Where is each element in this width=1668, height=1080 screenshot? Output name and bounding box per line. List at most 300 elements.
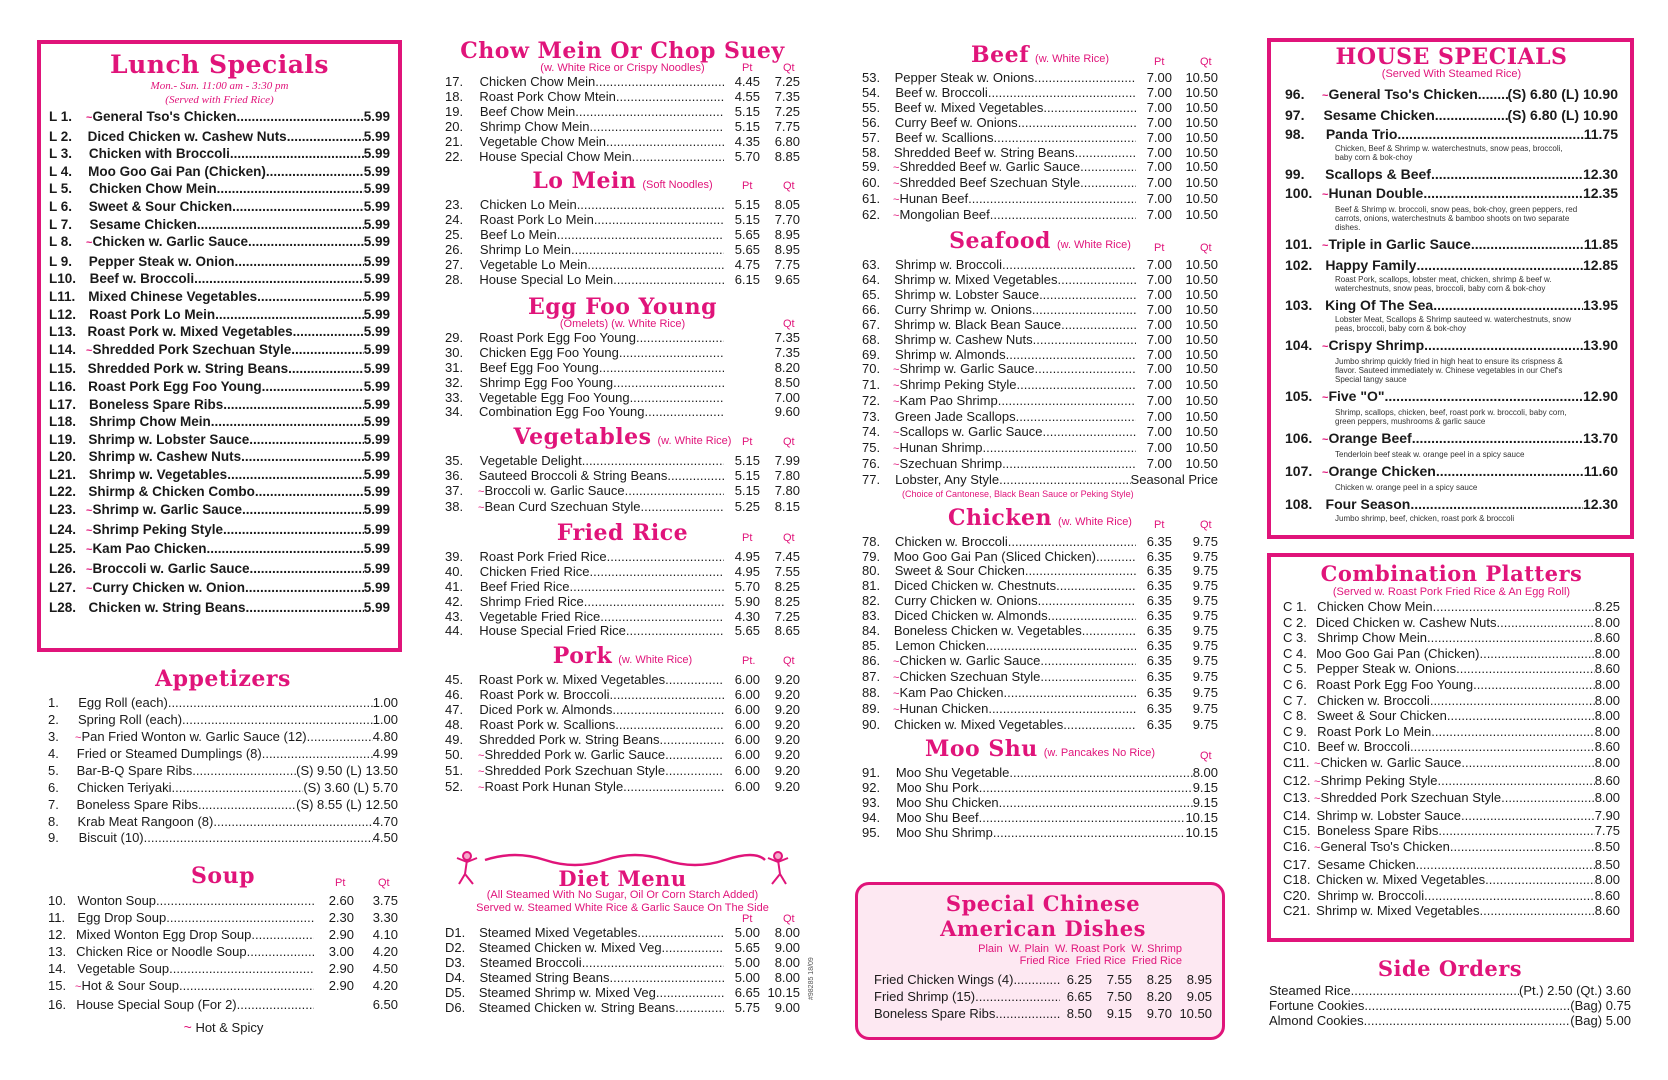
item-number: 8. — [48, 813, 59, 829]
item-number: 55. — [862, 99, 881, 115]
menu-item — [862, 273, 1218, 288]
leader-dots — [1038, 594, 1136, 609]
item-name: Diced Chicken w. Almonds — [894, 608, 1048, 624]
item-price-quart: 10.50 — [1185, 70, 1218, 85]
item-name: Shredded Pork w. Garlic Sauce — [484, 746, 666, 762]
item-name: Shrimp w. Cashew Nuts — [894, 331, 1033, 347]
item-name: Beef w. Broccoli — [89, 271, 195, 287]
item-price: 7.90 — [1594, 807, 1620, 823]
item-price-quart: 8.50 — [774, 374, 800, 390]
item-price-pint: 7.00 — [1146, 316, 1172, 332]
item-name: Shrimp w. Broccoli — [1317, 887, 1425, 903]
item-number: C 4. — [1283, 645, 1307, 661]
leader-dots — [1430, 693, 1595, 709]
item-price: 12.35 — [1582, 185, 1618, 201]
item-name: Hunan Chicken — [899, 700, 989, 716]
menu-item — [445, 610, 800, 625]
hot-spicy-icon: ~ — [893, 458, 900, 471]
item-number: D1. — [445, 925, 466, 940]
leader-dots — [246, 599, 364, 617]
menu-item — [862, 811, 1218, 826]
item-number: 72. — [862, 393, 881, 409]
item-price: 5.99 — [363, 234, 390, 250]
chicken-title: Chicken — [948, 504, 1053, 531]
menu-item — [48, 926, 398, 943]
item-name: King Of The Sea — [1325, 297, 1434, 313]
lomein-note: (Soft Noodles) — [642, 179, 713, 192]
item-number: 28. — [445, 271, 464, 287]
leader-dots — [1471, 235, 1584, 254]
diet-title: Diet Menu — [558, 866, 687, 891]
leader-dots — [1017, 378, 1137, 393]
item-price-pint: 5.15 — [734, 468, 760, 484]
item-number: 80. — [862, 563, 881, 579]
menu-item — [49, 540, 390, 560]
hot-spicy-icon: ~ — [1314, 775, 1321, 788]
item-price: 11.75 — [1583, 126, 1618, 142]
menu-item — [862, 609, 1218, 624]
column-two — [445, 40, 800, 796]
item-name: Pepper Steak w. Onion — [88, 253, 235, 269]
item-name: Bar-B-Q Spare Ribs — [76, 763, 193, 779]
leader-dots — [623, 780, 724, 795]
item-name: Boneless Chicken w. Vegetables — [893, 623, 1082, 639]
item-price-pint: 7.00 — [1146, 393, 1172, 409]
item-number: L26. — [49, 560, 77, 576]
american-title-1: Special Chinese — [945, 891, 1141, 916]
item-number: C 5. — [1283, 661, 1307, 677]
hot-spicy-icon: ~ — [1322, 189, 1329, 201]
item-price: 8.00 — [1594, 872, 1620, 888]
menu-item — [862, 101, 1218, 116]
leader-dots — [1424, 888, 1595, 904]
leader-dots — [223, 396, 363, 414]
item-price-pint: 7.00 — [1146, 331, 1172, 347]
item-number: D3. — [445, 954, 466, 970]
item-name: Wonton Soup — [77, 893, 157, 908]
item-number: 10. — [48, 893, 67, 908]
item-price-quart: 10.15 — [1185, 825, 1218, 841]
item-price-quart: 10.50 — [1185, 455, 1218, 471]
menu-item — [1285, 387, 1618, 408]
menu-item — [445, 135, 800, 150]
item-name: Vegetable Egg Foo Young — [479, 389, 630, 405]
item-price-quart: 9.00 — [774, 999, 800, 1015]
menu-item — [445, 376, 800, 391]
menu-item — [445, 550, 800, 565]
item-number: L24. — [49, 521, 77, 537]
menu-item — [445, 331, 800, 346]
item-price-pint: 5.65 — [734, 242, 760, 258]
item-name: Moo Shu Chicken — [896, 795, 999, 811]
leader-dots — [194, 270, 364, 288]
menu-item — [445, 484, 800, 500]
item-price: 8.00 — [1594, 754, 1620, 770]
menu-item — [1283, 903, 1620, 919]
item-number: C21. — [1283, 903, 1311, 919]
menu-item — [445, 75, 800, 90]
item-name: Crispy Shrimp — [1328, 337, 1425, 353]
menu-item — [48, 763, 398, 780]
menu-item — [1283, 739, 1620, 755]
leader-dots — [979, 811, 1186, 826]
item-number: 63. — [862, 257, 881, 273]
item-name: Shrimp w. Garlic Sauce — [899, 361, 1035, 377]
menu-item — [862, 378, 1218, 394]
leader-dots — [288, 360, 364, 378]
leader-dots — [1478, 85, 1508, 104]
item-price-pint: 5.15 — [734, 118, 760, 134]
item-price: 8.25 — [1146, 972, 1172, 987]
item-price-quart: 10.50 — [1185, 271, 1218, 287]
menu-item — [862, 333, 1218, 348]
leader-dots — [1433, 599, 1595, 615]
menu-item — [1285, 462, 1618, 483]
menu-item — [1283, 790, 1620, 808]
lomein-title: Lo Mein — [532, 168, 637, 195]
menu-item — [48, 695, 398, 712]
menu-item — [862, 176, 1218, 192]
menu-item — [862, 473, 1218, 488]
menu-item — [445, 90, 800, 105]
menu-item — [1285, 296, 1618, 315]
leader-dots — [1016, 410, 1136, 425]
leader-dots — [1436, 462, 1584, 481]
item-name: Shrimp w. Mixed Vegetables — [894, 271, 1058, 287]
item-number: 62. — [862, 207, 881, 223]
item-number: 13. — [48, 944, 67, 959]
item-number: L16. — [49, 378, 77, 394]
menu-item — [49, 431, 390, 449]
side-item — [1269, 983, 1631, 998]
item-name: Kam Pao Shrimp — [899, 393, 998, 409]
item-name: Shrimp w. Mixed Vegetables — [1316, 903, 1480, 919]
leader-dots — [665, 748, 724, 763]
menu-item — [445, 198, 800, 213]
item-description: Jumbo shrimp quickly fried in high heat to ensure its crispness & flavor. Sauteed immediately w. Chinese vegetables in our Chef's Special tangy sauce — [1335, 357, 1563, 384]
item-price-quart: 9.65 — [774, 271, 800, 287]
item-name: Combination Egg Foo Young — [479, 404, 645, 420]
item-price-pint: 6.65 — [734, 984, 760, 1000]
appetizers-title: Appetizers — [155, 666, 291, 692]
item-name: Steamed Mixed Vegetables — [479, 925, 638, 940]
item-name: Roast Pork Fried Rice — [479, 548, 607, 564]
column-three — [862, 44, 1218, 841]
item-number: L22. — [49, 484, 77, 500]
menu-item — [862, 564, 1218, 579]
leader-dots — [637, 926, 724, 941]
leader-dots — [613, 376, 724, 391]
american-item — [874, 988, 1212, 1005]
item-number: 97. — [1285, 107, 1305, 123]
leader-dots — [1433, 296, 1583, 315]
item-price-quart: 7.35 — [774, 344, 800, 360]
menu-item — [862, 796, 1218, 811]
leader-dots — [659, 986, 724, 1001]
leader-dots — [1385, 387, 1583, 406]
item-price-quart: 10.50 — [1185, 175, 1218, 191]
leader-dots — [1039, 288, 1136, 303]
item-price: 4.80 — [372, 728, 398, 744]
item-number: 21. — [445, 133, 464, 149]
diet-list — [445, 926, 800, 1015]
item-number: L 1. — [49, 109, 73, 124]
item-number: 106. — [1285, 430, 1313, 446]
item-name: Shredded Pork Szechuan Style — [1320, 790, 1502, 806]
menu-item — [49, 128, 390, 146]
menu-item — [1285, 125, 1618, 144]
item-name: Shredded Pork w. String Beans — [478, 732, 660, 747]
item-number: 50. — [445, 746, 464, 762]
item-number: 94. — [862, 810, 881, 826]
menu-item — [1283, 615, 1620, 631]
leader-dots — [1438, 773, 1595, 789]
house-specials-box — [1267, 38, 1634, 539]
friedrice-qt-header: Qt — [783, 531, 795, 544]
leader-dots — [232, 198, 364, 216]
menu-item — [1283, 823, 1620, 839]
item-price: 7.50 — [1106, 989, 1132, 1004]
item-price-quart: 9.20 — [774, 746, 800, 762]
item-price: 8.60 — [1594, 739, 1620, 755]
item-name: Shrimp Chow Mein — [479, 118, 590, 134]
item-name: Beef Chow Mein — [479, 103, 576, 119]
item-name: Happy Family — [1325, 257, 1417, 273]
item-price-quart: 8.20 — [774, 359, 800, 375]
menu-item — [48, 909, 398, 926]
lunch-list — [49, 108, 390, 617]
item-number: 16. — [48, 997, 67, 1012]
item-price: (S) 3.60 (L) 5.70 — [303, 779, 398, 795]
item-number: 46. — [445, 687, 464, 703]
leader-dots — [636, 331, 724, 346]
american-column-header: W. Roast Pork — [1054, 943, 1126, 955]
item-number: 66. — [862, 301, 881, 317]
house-title: HOUSE SPECIALS — [1335, 44, 1568, 70]
leader-dots — [182, 712, 373, 729]
leader-dots — [1033, 333, 1136, 348]
side-item — [1269, 998, 1631, 1013]
item-name: Shredded Pork Szechuan Style — [484, 762, 666, 778]
item-price: 7.75 — [1594, 823, 1620, 839]
hot-spicy-icon: ~ — [893, 687, 900, 700]
item-price-pint: 6.35 — [1146, 652, 1172, 668]
leader-dots — [607, 550, 724, 565]
menu-item — [445, 120, 800, 135]
item-name: Hunan Beef — [899, 191, 969, 207]
item-price: 5.99 — [363, 109, 390, 124]
item-price: 8.00 — [1594, 676, 1620, 692]
item-number: L18. — [49, 414, 77, 430]
menu-item — [49, 501, 390, 521]
item-price-pint: 6.00 — [734, 717, 760, 733]
leader-dots — [251, 926, 314, 943]
item-number: 107. — [1285, 463, 1313, 479]
item-name: Roast Pork Lo Mein — [1317, 723, 1432, 739]
item-name: Sweet & Sour Chicken — [1316, 708, 1447, 724]
leader-dots — [993, 826, 1186, 841]
item-number: C 6. — [1283, 676, 1307, 692]
item-number: C13. — [1283, 790, 1311, 806]
pork-qt-header: Qt — [783, 655, 795, 668]
menu-item — [1285, 336, 1618, 357]
item-price: 10.50 — [1179, 1006, 1212, 1021]
item-name: Shredded Beef w. String Beans — [893, 144, 1075, 160]
item-price: 12.30 — [1582, 166, 1618, 182]
menu-item — [862, 258, 1218, 273]
item-price-quart: 7.25 — [774, 608, 800, 624]
lomein-qt-header: Qt — [783, 180, 795, 193]
leader-dots — [211, 413, 364, 431]
item-name: Roast Pork w. Scallions — [479, 717, 616, 733]
menu-item — [862, 654, 1218, 670]
item-price-quart: 9.75 — [1192, 548, 1218, 564]
item-number: 32. — [445, 374, 464, 390]
hot-spicy-icon: ~ — [86, 344, 93, 357]
item-price-quart: 3.30 — [372, 910, 398, 925]
item-price-pint: 6.35 — [1146, 623, 1172, 639]
item-name: Chicken Szechuan Style — [899, 668, 1041, 684]
item-name: Pepper Steak w. Onions — [1316, 661, 1457, 677]
item-price: 8.95 — [1186, 972, 1212, 987]
item-number: L 6. — [49, 198, 73, 214]
menu-item — [1285, 106, 1618, 125]
item-number: 70. — [862, 361, 881, 377]
side-orders-section — [1269, 958, 1631, 1028]
appetizers-section — [48, 668, 398, 847]
item-number: 77. — [862, 471, 881, 487]
item-price: 6.25 — [1066, 972, 1092, 987]
item-price-quart: 10.50 — [1185, 159, 1218, 175]
eggfoo-note: (Omelets) (w. White Rice) — [559, 317, 686, 330]
item-number: D4. — [445, 969, 466, 985]
leader-dots — [236, 108, 363, 126]
item-price-quart: 8.00 — [774, 954, 800, 970]
item-name: Krab Meat Rangoon (8) — [77, 813, 214, 829]
item-name: Beef Lo Mein — [480, 227, 557, 243]
house-list — [1285, 85, 1618, 523]
leader-dots — [632, 150, 724, 165]
item-name: Curry Chicken w. Onions — [894, 593, 1038, 609]
hot-spicy-icon: ~ — [893, 178, 900, 191]
leader-dots — [988, 702, 1136, 717]
item-name: Chicken with Broccoli — [88, 146, 230, 162]
item-name: Roast Pork w. Broccoli — [479, 687, 610, 703]
menu-item — [49, 323, 390, 341]
menu-item — [445, 105, 800, 120]
leader-dots — [1479, 903, 1594, 919]
item-price-quart: 8.00 — [774, 969, 800, 985]
leader-dots — [1431, 165, 1583, 184]
menu-item — [862, 550, 1218, 565]
item-number: 17. — [445, 74, 464, 89]
chicken-list — [862, 535, 1218, 733]
leader-dots — [169, 960, 314, 977]
item-number: 68. — [862, 331, 881, 347]
menu-item — [48, 892, 398, 909]
item-name: Sweet & Sour Chicken — [88, 198, 233, 214]
menu-item — [445, 258, 800, 273]
eggfoo-list — [445, 331, 800, 420]
item-price-quart: 4.20 — [372, 944, 398, 959]
menu-item — [49, 483, 390, 501]
menu-item — [862, 362, 1218, 378]
item-name: Mixed Wonton Egg Drop Soup — [75, 927, 252, 942]
leader-dots — [1501, 790, 1595, 806]
item-name: Roast Pork Hunan Style — [484, 778, 624, 794]
menu-item — [1283, 839, 1620, 857]
soup-qt-header: Qt — [378, 877, 390, 889]
item-price-quart: 10.50 — [1185, 144, 1218, 160]
item-price: 5.99 — [363, 288, 390, 304]
item-price-quart: 7.25 — [774, 74, 800, 89]
item-price-quart: 10.50 — [1185, 331, 1218, 347]
item-number: 51. — [445, 762, 464, 778]
item-number: 95. — [862, 825, 881, 841]
item-number: 44. — [445, 623, 464, 639]
menu-item — [445, 213, 800, 228]
menu-item — [1285, 85, 1618, 106]
item-number: 105. — [1285, 388, 1313, 404]
item-number: D5. — [445, 984, 466, 1000]
item-name: Triple in Garlic Sauce — [1328, 236, 1471, 252]
menu-item — [445, 454, 800, 469]
item-price-pint: 5.70 — [734, 148, 760, 164]
item-number: 35. — [445, 453, 464, 469]
item-number: 67. — [862, 316, 881, 332]
item-number: 85. — [862, 638, 881, 653]
item-name: Hot & Sour Soup — [81, 978, 179, 993]
hot-spicy-icon: ~ — [75, 981, 82, 993]
item-name: Fortune Cookies — [1269, 998, 1365, 1013]
menu-item — [862, 146, 1218, 161]
beef-list — [862, 71, 1218, 224]
item-name: Shrimp Peking Style — [1320, 772, 1438, 788]
item-number: 9. — [48, 830, 59, 846]
leader-dots — [1364, 1013, 1571, 1028]
item-name: Boneless Spare Ribs — [1316, 823, 1439, 839]
item-name: Shrimp w. Garlic Sauce — [92, 502, 242, 518]
combination-platters-box — [1267, 553, 1634, 942]
hot-spicy-icon: ~ — [893, 703, 900, 716]
leader-dots — [245, 579, 364, 597]
leader-dots — [557, 228, 724, 243]
item-price-pint: 7.00 — [1146, 424, 1172, 440]
item-name: Orange Beef — [1328, 430, 1412, 446]
item-name: Szechuan Shrimp — [899, 455, 1003, 471]
diet-pt-header: Pt — [742, 913, 753, 925]
item-name: Beef Fried Rice — [479, 578, 570, 594]
menu-item — [445, 565, 800, 580]
leader-dots — [590, 120, 724, 135]
seafood-note: (w. White Rice) — [1056, 239, 1131, 252]
menu-item — [49, 306, 390, 324]
leader-dots — [986, 639, 1136, 654]
item-price: (Bag) 0.75 — [1570, 998, 1631, 1013]
item-price: 4.70 — [372, 813, 398, 829]
menu-item — [445, 273, 800, 288]
menu-item — [49, 521, 390, 541]
menu-item — [1285, 165, 1618, 184]
menu-item — [445, 580, 800, 595]
hot-spicy-icon: ~ — [1322, 434, 1329, 446]
leader-dots — [1058, 273, 1136, 288]
leader-dots — [1423, 184, 1583, 203]
chowmein-qt-header: Qt — [783, 62, 795, 74]
item-name: Shrimp Peking Style — [92, 521, 223, 537]
lunch-specials-title: Lunch Specials — [110, 50, 329, 79]
side-title: Side Orders — [1377, 956, 1523, 981]
